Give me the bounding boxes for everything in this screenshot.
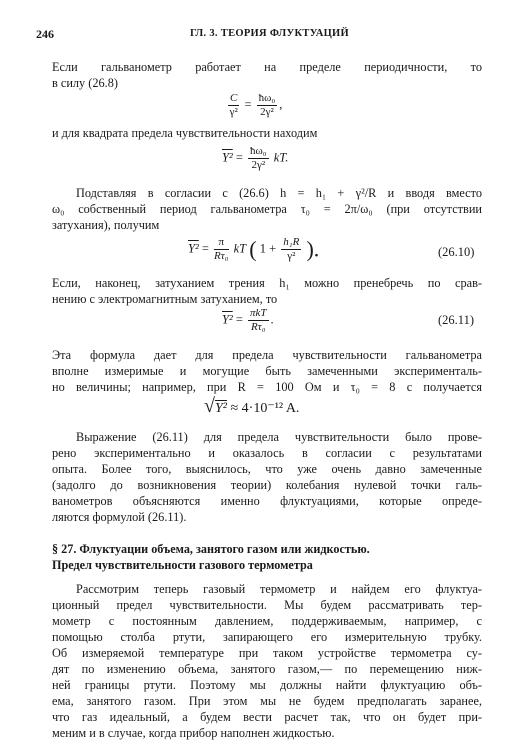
radicand: Y² bbox=[214, 401, 227, 416]
text-line: Эта формула дает для предела чувствительности гальванометра bbox=[52, 348, 482, 362]
equation-number: (26.10) bbox=[438, 245, 475, 259]
sqrt-sign: √ bbox=[204, 395, 215, 417]
denominator: Rτ₀ bbox=[214, 250, 229, 262]
running-head: ГЛ. 3. ТЕОРИЯ ФЛУКТУАЦИЙ bbox=[190, 28, 349, 39]
denominator: Rτ₀ bbox=[251, 321, 266, 333]
text-line: мометр с постоянным давлением, поддерживаемым, например, с bbox=[52, 614, 482, 628]
equation-term: 1 + bbox=[259, 241, 277, 256]
equation-26-10 bbox=[188, 236, 319, 263]
text-line: Выражение (26.11) для предела чувствительности было прове- bbox=[76, 430, 482, 444]
page-number: 246 bbox=[36, 27, 54, 41]
fraction bbox=[228, 92, 239, 119]
mean-square-symbol: Y² bbox=[222, 312, 233, 327]
equation-26-8-ratio: $\frac{C}{\text{γ²}}$ = $\frac{\text{ħω₀}}{\text{2γ²}}$ , bbox=[229, 92, 283, 118]
fraction bbox=[248, 307, 269, 334]
numerator: π bbox=[214, 236, 228, 250]
equation-term: ≈ 4·10⁻¹² A. bbox=[230, 401, 300, 416]
text-line: Подставляя в согласии с (26.6) h = h₁ + γ²/R и вводя вместо bbox=[76, 186, 482, 200]
text-line: (задолго до возникновения теории) колебания нулевой точки галь- bbox=[52, 478, 482, 492]
numerator: C bbox=[230, 92, 238, 104]
text-line: ема, занятого газом. При этом мы не будем предполагать заранее, bbox=[52, 694, 482, 708]
equation-term: kT bbox=[233, 241, 247, 256]
text-line: вполне измеримые и могущие быть замеченными эксперименталь- bbox=[52, 364, 482, 378]
text-line: меним и в случае, когда прибор наполнен жидкостью. bbox=[52, 726, 335, 740]
equation-term: . bbox=[270, 312, 274, 327]
equation-number: (26.11) bbox=[438, 313, 474, 327]
equation-numeric-estimate bbox=[204, 395, 300, 417]
text-line: ней границы ртути. Поэтому мы должны найти флуктуацию объ- bbox=[52, 678, 482, 692]
numerator: πkT bbox=[250, 307, 267, 319]
denominator: 2γ² bbox=[251, 159, 266, 171]
text-line: и для квадрата предела чувствительности находим bbox=[52, 126, 318, 140]
numerator: ħω₀ bbox=[250, 145, 267, 157]
text-line: опыта. Более того, выяснилось, что уже очень давно замеченные bbox=[52, 462, 482, 476]
numerator: ħω₀ bbox=[258, 92, 276, 104]
fraction bbox=[257, 92, 278, 119]
page-header bbox=[36, 27, 492, 43]
equals-sign: = bbox=[244, 97, 252, 112]
text-line: нению с электромагнитным затуханием, то bbox=[52, 292, 278, 306]
paren: ( bbox=[249, 236, 257, 262]
numerator: h₁R bbox=[283, 236, 300, 248]
equals-sign: = bbox=[235, 312, 243, 327]
text-line: что газ идеальный, а будем вести расчет так, что он будет при- bbox=[52, 710, 482, 724]
text-line: ванометров объясняются именно флуктуациями, которые опреде- bbox=[52, 494, 482, 508]
text-line: затухания), получим bbox=[52, 218, 160, 232]
text-line: ω₀ собственный период гальванометра τ₀ = 2π/ω₀ (при отсутствии bbox=[52, 202, 482, 216]
fraction bbox=[281, 236, 301, 263]
fraction bbox=[248, 145, 269, 172]
text-line: в силу (26.8) bbox=[52, 76, 118, 90]
equation-sensitivity-squared bbox=[222, 145, 288, 172]
text-line: ционный предел чувствительности. Мы будем рассматривать тер- bbox=[52, 598, 482, 612]
text-line: помощью столба ртути, запирающего его измерительную трубку. bbox=[52, 630, 482, 644]
equals-sign: = bbox=[235, 150, 243, 165]
text-line: ляются формулой (26.11). bbox=[52, 510, 187, 524]
text-line: рено экспериментально и оказалось в согласии с результатами bbox=[52, 446, 482, 460]
text-line: Об измеряемой температуре при таком устройстве термометра су- bbox=[52, 646, 482, 660]
equals-sign: = bbox=[201, 241, 209, 256]
denominator: γ² bbox=[229, 106, 238, 118]
text-line: Рассмотрим теперь газовый термометр и найдем его флуктуа- bbox=[76, 582, 482, 596]
text-line: но величины; например, при R = 100 Ом и τ₀ = 8 с получается bbox=[52, 380, 482, 394]
equation-term: kT. bbox=[273, 150, 289, 165]
section-title: § 27. Флуктуации объема, занятого газом или жидкостью. bbox=[52, 542, 370, 556]
text-line: Если гальванометр работает на пределе периодичности, то bbox=[52, 60, 482, 74]
fraction bbox=[214, 236, 228, 263]
text-line: Если, наконец, затуханием трения h₁ можно пренебречь по срав- bbox=[52, 276, 482, 290]
denominator: 2γ² bbox=[260, 106, 274, 118]
mean-square-symbol: Y² bbox=[188, 241, 199, 256]
paren: ). bbox=[306, 236, 320, 262]
text-line: дят по изменению объема, занятого газом,— по перемещению ниж- bbox=[52, 662, 482, 676]
mean-square-symbol: Y² bbox=[222, 150, 233, 165]
denominator: γ² bbox=[287, 250, 296, 262]
section-subtitle: Предел чувствительности газового термометра bbox=[52, 558, 313, 572]
equation-26-11 bbox=[222, 307, 274, 334]
